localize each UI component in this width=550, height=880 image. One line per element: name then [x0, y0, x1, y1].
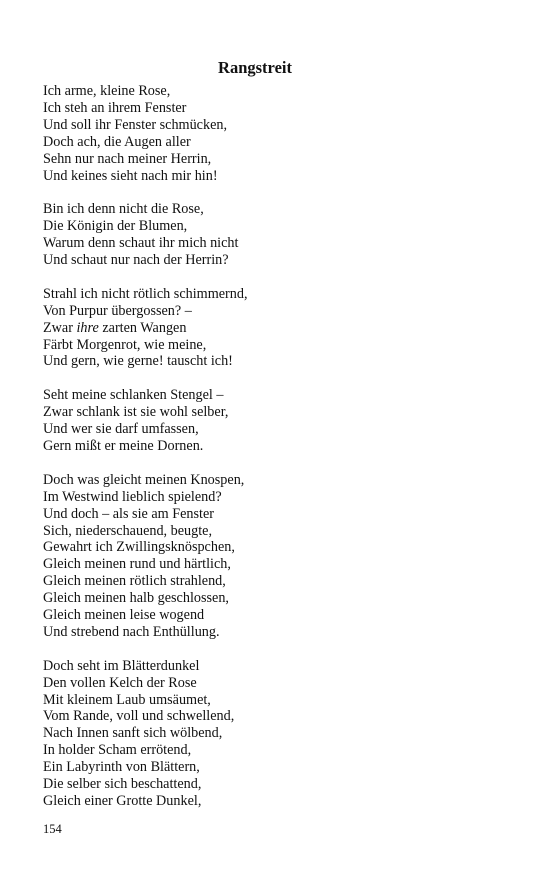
poem-line: Färbt Morgenrot, wie meine,	[43, 336, 207, 353]
poem-line: Gewahrt ich Zwillingsknöspchen,	[43, 539, 235, 556]
poem-line: Bin ich denn nicht die Rose,	[43, 201, 204, 218]
poem-line: Gern mißt er meine Dornen.	[43, 437, 204, 454]
poem-line: Und soll ihr Fenster schmücken,	[43, 116, 228, 133]
poem-body	[43, 83, 503, 827]
poem-line: Und keines sieht nach mir hin!	[43, 167, 218, 184]
poem-title: Rangstreit	[218, 58, 292, 77]
poem-line: Und schaut nur nach der Herrin?	[43, 252, 229, 269]
poem-line: Warum denn schaut ihr mich nicht	[43, 235, 239, 252]
poem-line: Den vollen Kelch der Rose	[43, 674, 197, 691]
poem-line: Und gern, wie gerne! tauscht ich!	[43, 353, 233, 370]
poem-line: Doch was gleicht meinen Knospen,	[43, 471, 245, 488]
poem-line: Gleich meinen rund und härtlich,	[43, 556, 231, 573]
stanza	[43, 83, 503, 184]
poem-line: Sehn nur nach meiner Herrin,	[43, 150, 212, 167]
poem-line: Von Purpur übergossen? –	[43, 302, 192, 319]
poem-line: Doch seht im Blätterdunkel	[43, 657, 200, 674]
poem-line: Ein Labyrinth von Blättern,	[43, 759, 200, 776]
poem-line-text: zarten Wangen	[98, 319, 187, 336]
poem-line: Zwar schlank ist sie wohl selber,	[43, 404, 229, 421]
poem-line: Gleich meinen leise wogend	[43, 607, 205, 624]
stanza	[43, 201, 503, 269]
poem-line: Die Königin der Blumen,	[43, 218, 188, 235]
poem-line: Nach Innen sanft sich wölbend,	[43, 725, 223, 742]
poem-line: Seht meine schlanken Stengel –	[43, 387, 224, 404]
poem-line: Im Westwind lieblich spielend?	[43, 488, 222, 505]
page-number: 154	[43, 822, 62, 836]
poem-line: Gleich meinen rötlich strahlend,	[43, 573, 226, 590]
poem-line: Gleich meinen halb geschlossen,	[43, 590, 229, 607]
poem-line-text: Zwar	[43, 319, 77, 336]
stanza	[43, 387, 503, 455]
stanza	[43, 472, 503, 641]
poem-line: Mit kleinem Laub umsäumet,	[43, 691, 211, 708]
poem-line: Die selber sich beschattend,	[43, 776, 202, 793]
poem-line: Und doch – als sie am Fenster	[43, 505, 215, 522]
poem-line: Sich, niederschauend, beugte,	[43, 522, 213, 539]
poem-line: Und wer sie darf umfassen,	[43, 421, 199, 438]
poem-line: Ich steh an ihrem Fenster	[43, 99, 187, 116]
poem-line: Doch ach, die Augen aller	[43, 133, 191, 150]
stanza	[43, 286, 503, 371]
poem-line: Gleich einer Grotte Dunkel,	[43, 792, 202, 809]
poem-line: Und strebend nach Enthüllung.	[43, 623, 220, 640]
stanza	[43, 658, 503, 810]
poem-line: In holder Scham errötend,	[43, 742, 192, 759]
poem-line: Vom Rande, voll und schwellend,	[43, 708, 235, 725]
emphasized-word: ihre	[76, 319, 99, 336]
poem-line: Ich arme, kleine Rose,	[43, 83, 171, 99]
poem-line: Strahl ich nicht rötlich schimmernd,	[43, 285, 248, 302]
poem-line	[43, 320, 503, 337]
